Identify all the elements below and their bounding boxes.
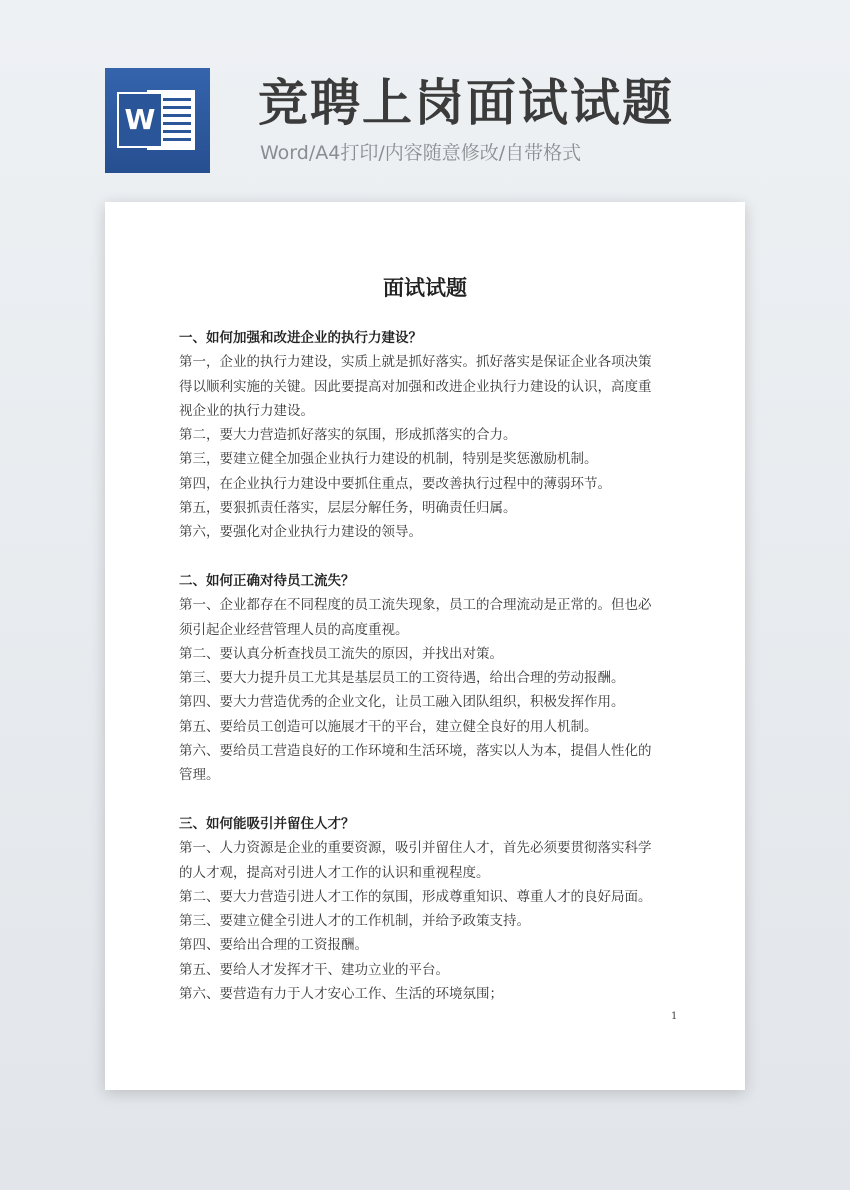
paragraph-line: 第四，在企业执行力建设中要抓住重点，要改善执行过程中的薄弱环节。: [179, 475, 611, 492]
document-page: [105, 202, 745, 1090]
paragraph-line: 第五、要给员工创造可以施展才干的平台，建立健全良好的用人机制。: [179, 718, 598, 735]
word-badge: [117, 92, 163, 148]
paragraph-line: 第一、企业都存在不同程度的员工流失现象，员工的合理流动是正常的。但也必: [179, 597, 652, 614]
paragraph-line: 管理。: [179, 767, 220, 784]
paragraph-line: 第六、要给员工营造良好的工作环境和生活环境，落实以人为本，提倡人性化的: [179, 743, 652, 760]
paragraph-line: 第二、要认真分析查找员工流失的原因，并找出对策。: [179, 645, 503, 662]
paragraph-line: 第五，要狠抓责任落实，层层分解任务，明确责任归属。: [179, 500, 517, 517]
paragraph-line: 第四、要大力营造优秀的企业文化，让员工融入团队组织，积极发挥作用。: [179, 694, 625, 711]
section-heading-2: 二、如何正确对待员工流失？: [179, 572, 355, 589]
word-logo-icon: [105, 68, 210, 173]
paragraph-line: 第二，要大力营造抓好落实的氛围，形成抓落实的合力。: [179, 427, 517, 444]
paragraph-line: 第五、要给人才发挥才干、建功立业的平台。: [179, 961, 449, 978]
word-logo-letter: W: [124, 103, 156, 136]
paragraph-line: 第六、要营造有力于人才安心工作、生活的环境氛围；: [179, 986, 503, 1003]
header-subtitle: Word/A4打印/内容随意修改/自带格式: [260, 142, 582, 164]
paragraph-line: 第一、人力资源是企业的重要资源，吸引并留住人才，首先必须要贯彻落实科学: [179, 840, 652, 857]
paragraph-line: 第三，要建立健全加强企业执行力建设的机制，特别是奖惩激励机制。: [179, 451, 598, 468]
paragraph-line: 的人才观，提高对引进人才工作的认识和重视程度。: [179, 864, 490, 881]
page-number: 1: [671, 1011, 678, 1022]
section-spacer: [179, 788, 675, 812]
paragraph-line: 视企业的执行力建设。: [179, 402, 314, 419]
section-spacer: [179, 545, 675, 569]
paragraph-line: 第二、要大力营造引进人才工作的氛围，形成尊重知识、尊重人才的良好局面。: [179, 888, 652, 905]
section-heading-1: 一、如何加强和改进企业的执行力建设？: [179, 330, 422, 346]
paragraph-line: 第三、要大力提升员工尤其是基层员工的工资待遇，给出合理的劳动报酬。: [179, 670, 625, 687]
paragraph-line: 第六，要强化对企业执行力建设的领导。: [179, 524, 422, 541]
document-body: [179, 326, 675, 1006]
header-title: 竞聘上岗面试试题: [258, 74, 674, 132]
section-heading-3: 三、如何能吸引并留住人才？: [179, 815, 355, 832]
paragraph-line: 第四、要给出合理的工资报酬。: [179, 937, 368, 954]
paragraph-line: 须引起企业经营管理人员的高度重视。: [179, 621, 409, 638]
paragraph-line: 得以顺利实施的关键。因此要提高对加强和改进企业执行力建设的认识，高度重: [179, 378, 652, 395]
paragraph-line: 第三、要建立健全引进人才的工作机制，并给予政策支持。: [179, 913, 530, 930]
document-title: 面试试题: [383, 276, 467, 300]
paragraph-line: 第一，企业的执行力建设，实质上就是抓好落实。抓好落实是保证企业各项决策: [179, 354, 652, 371]
